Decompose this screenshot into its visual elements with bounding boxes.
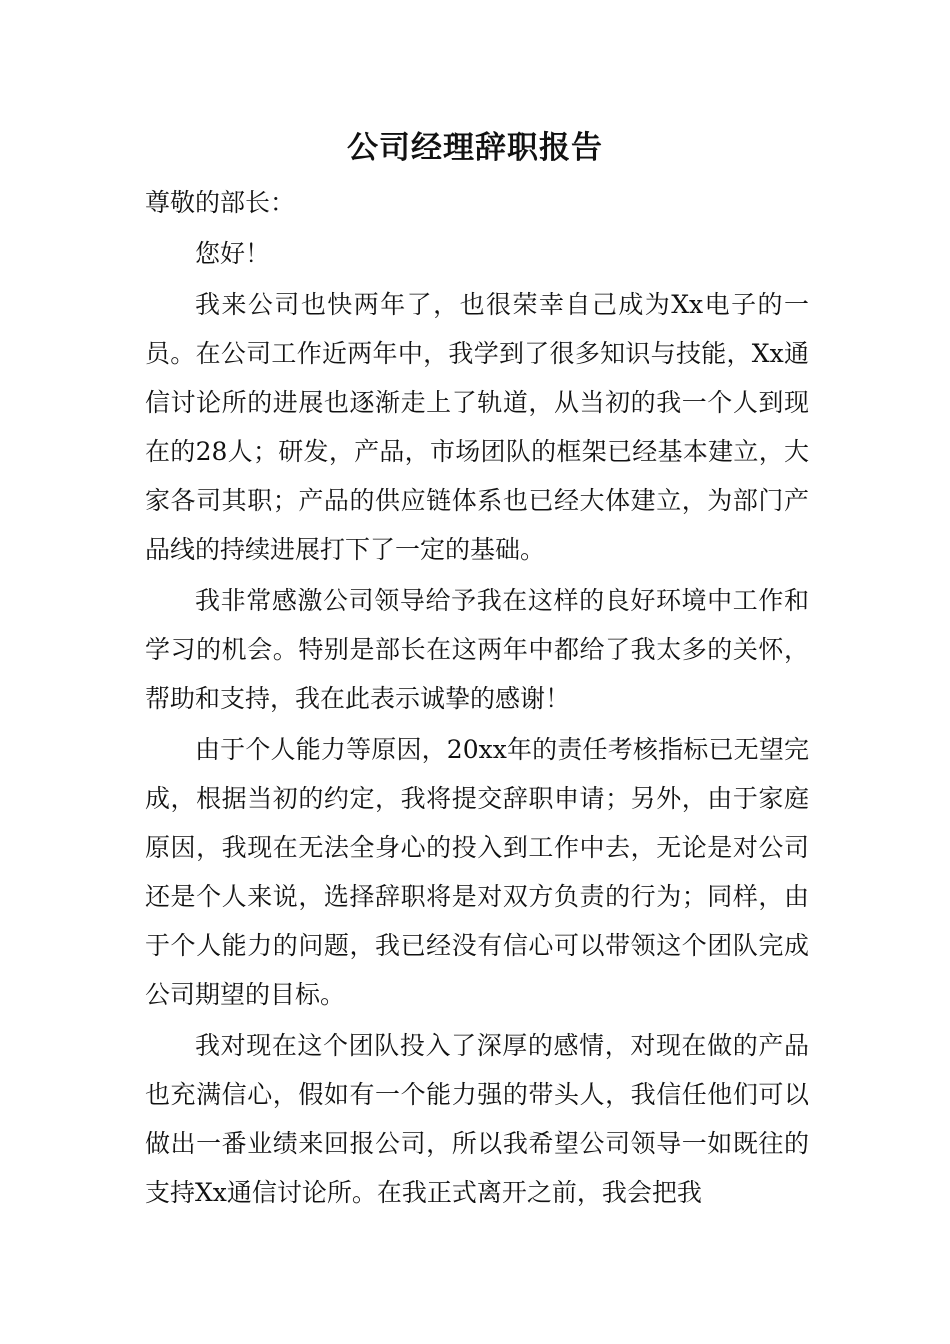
paragraph-1: 我来公司也快两年了，也很荣幸自己成为Xx电子的一员。在公司工作近两年中，我学到了很多知识与技能，Xx通信讨论所的进展也逐渐走上了轨道，从当初的我一个人到现在的28人；研发，产品，市场团队的框架已经基本建立，大家各司其职；产品的供应链体系也已经大体建立，为部门产品线的持续进展打下了一定的基础。 <box>145 290 809 564</box>
paragraph-4: 我对现在这个团队投入了深厚的感情，对现在做的产品也充满信心，假如有一个能力强的带头人，我信任他们可以做出一番业绩来回报公司，所以我希望公司领导一如既往的支持Xx通信讨论所。在我正式离开之前，我会把我 <box>145 1031 809 1207</box>
paragraph-2: 我非常感激公司领导给予我在这样的良好环境中工作和学习的机会。特别是部长在这两年中都给了我太多的关怀，帮助和支持，我在此表示诚挚的感谢！ <box>145 586 809 713</box>
document-title: 公司经理辞职报告 <box>347 130 603 166</box>
greeting: 您好！ <box>195 239 271 268</box>
salutation: 尊敬的部长： <box>145 188 296 217</box>
paragraph-3: 由于个人能力等原因，20xx年的责任考核指标已无望完成，根据当初的约定，我将提交辞职申请；另外，由于家庭原因，我现在无法全身心的投入到工作中去，无论是对公司还是个人来说，选择辞职将是对双方负责的行为；同样，由于个人能力的问题，我已经没有信心可以带领这个团队完成公司期望的目标。 <box>145 735 809 1009</box>
document-body <box>145 178 809 1217</box>
